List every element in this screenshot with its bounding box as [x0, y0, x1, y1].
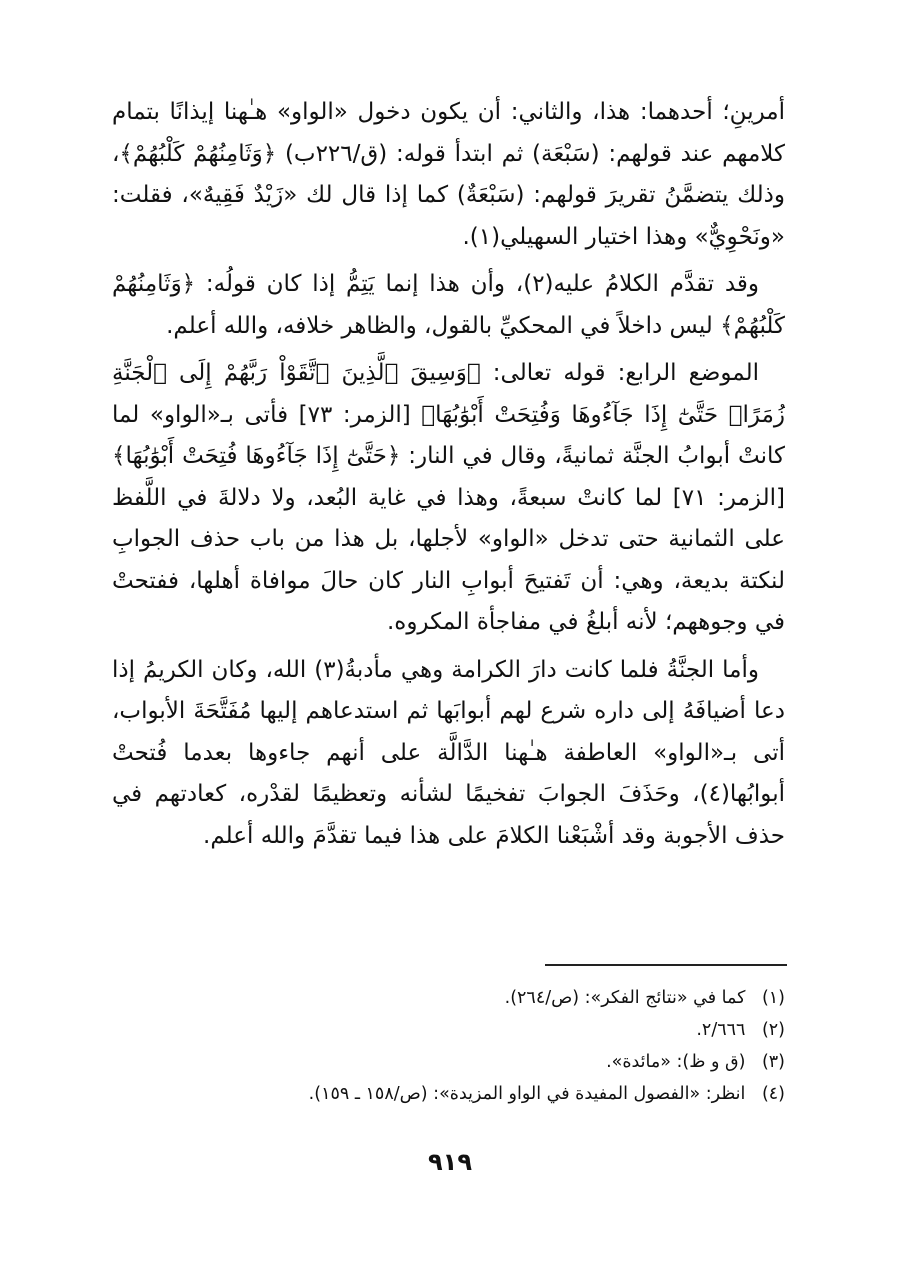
footnote-number: (٤) — [761, 1084, 785, 1104]
paragraph-4: وأما الجنَّةُ فلما كانت دارَ الكرامة وهي مأدبةُ(٣) الله، وكان الكريمُ إذا دعا أضيافَهُ إلى داره شرع لهم أبوابَها ثم استدعاهم إليها مُفَتَّحَةَ الأبواب، أتى بـ«الواو» العاطفة هـٰهنا الدَّالَّة على أنهم جاءوها بعدما فُتحتْ أبوابُها(٤)، وحَذَفَ الجوابَ تفخيمًا لشأنه وتعظيمًا لقدْره، كعادتهم في حذف الأجوبة وقد أشْبَعْنا الكلامَ على هذا فيما تقدَّمَ والله أعلم. — [112, 656, 785, 849]
footnote-text: (ق و ظ): «مائدة». — [606, 1052, 746, 1072]
main-text-body — [112, 92, 785, 857]
paragraph-2: وقد تقدَّم الكلامُ عليه(٢)، وأن هذا إنما يَتِمُّ إذا كان قولُه: ﴿وَثَامِنُهُمْ كَلْبُهُمْ﴾ ليس داخلاً في المحكيِّ بالقول، والظاهر خلافه، والله أعلم. — [112, 271, 785, 339]
footnote-number: (١) — [761, 988, 785, 1008]
footnotes-section — [112, 982, 785, 1110]
paragraph-1: أمرينِ؛ أحدهما: هذا، والثاني: أن يكون دخول «الواو» هـٰهنا إيذانًا بتمام كلامهم عند قولهم: (سَبْعَة) ثم ابتدأ قوله: (ق/٢٢٦ب) ﴿وَثَامِنُهُمْ كَلْبُهُمْ﴾، وذلك يتضمَّنُ تقريرَ قولهم: (سَبْعَةٌ) كما إذا قال لك «زَيْدٌ فَقِيهٌ»، فقلت: «ونَحْوِيٌّ» وهذا اختيار السهيلي(١). — [112, 99, 785, 250]
page-number: ٩١٩ — [428, 1148, 472, 1176]
footnote-number: (٣) — [761, 1052, 785, 1072]
footnote-text: ٢/٦٦٦. — [696, 1020, 746, 1040]
footnote-separator — [545, 964, 787, 966]
footnote-text: كما في «نتائج الفكر»: (ص/٢٦٤). — [504, 988, 746, 1008]
footnote-text: انظر: «الفصول المفيدة في الواو المزيدة»: (ص/١٥٨ ـ ١٥٩). — [308, 1084, 746, 1104]
paragraph-3: الموضع الرابع: قوله تعالى: ﴿وَسِيقَ ٱلَّذِينَ ٱتَّقَوْاْ رَبَّهُمْ إِلَى ٱلْجَنَّةِ زُمَرًاۖ حَتَّىٰٓ إِذَا جَآءُوهَا وَفُتِحَتْ أَبْوَٰبُهَا﴾ [الزمر: ٧٣] فأتى بـ«الواو» لما كانتْ أبوابُ الجنَّة ثمانيةً، وقال في النار: ﴿حَتَّىٰٓ إِذَا جَآءُوهَا فُتِحَتْ أَبْوَٰبُهَا﴾ [الزمر: ٧١] لما كانتْ سبعةً، وهذا في غاية البُعد، ولا دلالةَ في اللَّفظ على الثمانية حتى تدخل «الواو» لأجلها، بل هذا من باب حذف الجوابِ لنكتة بديعة، وهي: أن تَفتيحَ أبوابِ النار كان حالَ موافاة أهلها، ففتحتْ في وجوههم؛ لأنه أبلغُ في مفاجأة المكروه. — [112, 360, 785, 635]
footnote-3 — [112, 1046, 785, 1078]
footnote-2 — [112, 1014, 785, 1046]
footnote-4 — [112, 1078, 785, 1110]
footnote-1 — [112, 982, 785, 1014]
footnote-number: (٢) — [761, 1020, 785, 1040]
